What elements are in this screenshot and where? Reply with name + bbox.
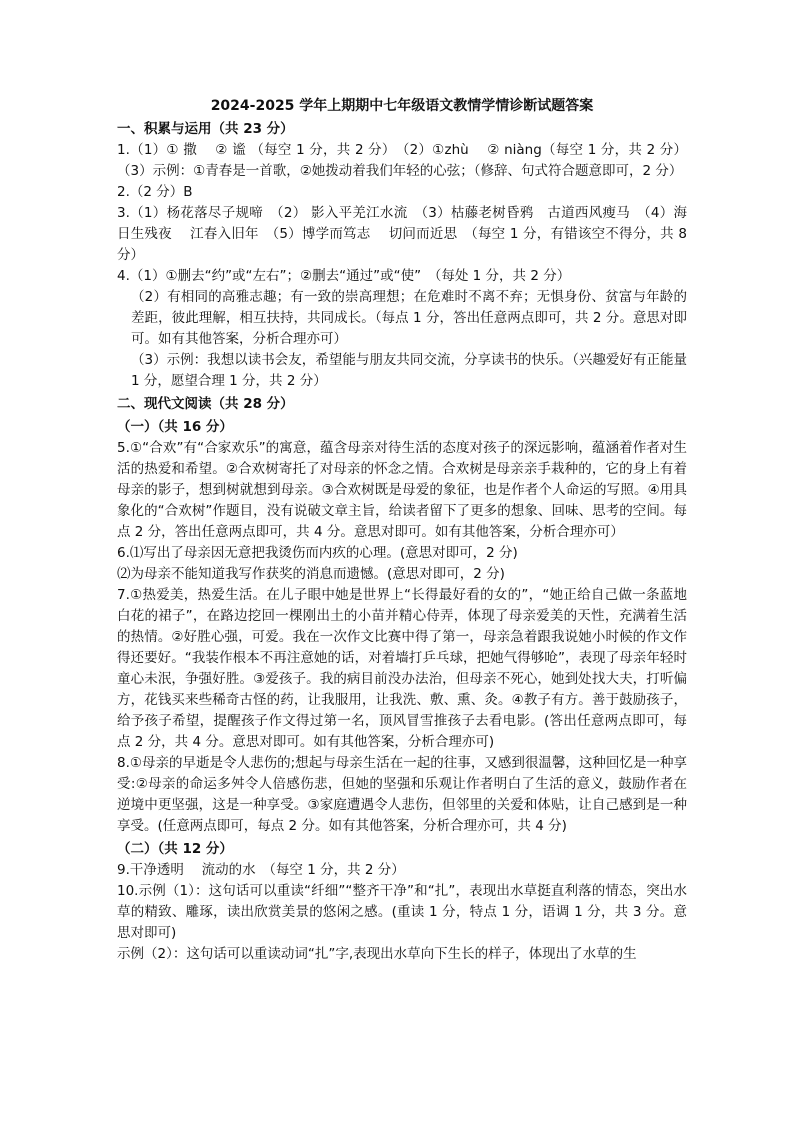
answer-paragraph: （3）示例：我想以读书会友，希望能与朋友共同交流，分享读书的快乐。（兴趣爱好有正能量 1 分，愿望合理 1 分，共 2 分） (131, 352, 687, 389)
answer-paragraph: 7.①热爱美，热爱生活。在儿子眼中她是世界上“长得最好看的女的”，“她正给自己做一条蓝地白花的裙子”，在路边挖回一棵刚出土的小苗并精心侍弄，体现了母亲爱美的天性，充满着生活的热情。②好胜心强，可爱。我在一次作文比赛中得了第一，母亲急着跟我说她小时候的作文作得还要好。“我装作根本不再注意她的话，对着墙打乒乓球，把她气得够呛”，表现了母亲年轻时童心未泯，争强好胜。③爱孩子。我的病目前没办法治，但母亲不死心，她到处找大夫，打听偏方，花钱买来些稀奇古怪的药，让我服用，让我洗、敷、熏、灸。④教子有方。善于鼓励孩子，给予孩子希望，提醒孩子作文得过第一名，顶风冒雪推孩子去看电影。(答出任意两点即可，每点 2 分，共 4 分。意思对即可。如有其他答案，分析合理亦可) (117, 587, 687, 750)
answer-document (117, 96, 687, 965)
answer-paragraph: 9.干净透明 流动的水 （每空 1 分，共 2 分） (117, 862, 405, 878)
answer-paragraph: 6.⑴写出了母亲因无意把我烫伤而内疚的心理。(意思对即可，2 分) (117, 545, 518, 561)
answer-paragraph: ⑵为母亲不能知道我写作获奖的消息而遗憾。(意思对即可，2 分) (117, 566, 505, 582)
answer-paragraph: 10.示例（1）：这句话可以重读“纤细”“整齐干净”和“扎”，表现出水草挺直利落的情态，突出水草的精致、雕琢，读出欣赏美景的悠闲之感。(重读 1 分，特点 1 分，语调 1 分，共 3 分。意思对即可) (117, 883, 687, 941)
section-heading: 二、现代文阅读（共 28 分） (117, 396, 294, 412)
document-title: 2024-2025 学年上期期中七年级语文教情学情诊断试题答案 (210, 98, 594, 114)
answer-paragraph: 3.（1）杨花落尽子规啼 （2） 影入平羌江水流 （3）枯藤老树昏鸦 古道西风瘦马 （4）海日生残夜 江春入旧年 （5）博学而笃志 切问而近思 （每空 1 分，有错该空不得分，共 8 分） (117, 205, 687, 263)
answer-paragraph: 2.（2 分）B (117, 184, 193, 200)
answer-paragraph: 示例（2）：这句话可以重读动词“扎”字,表现出水草向下生长的样子，体现出了水草的生 (117, 946, 637, 962)
subsection-heading: （一）（共 16 分） (117, 419, 233, 435)
answer-paragraph: 8.①母亲的早逝是令人悲伤的;想起与母亲生活在一起的往事，又感到很温馨，这种回忆是一种享受:②母亲的命运多舛令人倍感伤悲，但她的坚强和乐观让作者明白了生活的意义，鼓励作者在逆境中更坚强，这是一种享受。③家庭遭遇令人悲伤，但邻里的关爱和体贴，让自己感到是一种享受。(任意两点即可，每点 2 分。如有其他答案，分析合理亦可，共 4 分) (117, 755, 687, 834)
answer-paragraph: 5.①“合欢”有“合家欢乐”的寓意，蕴含母亲对待生活的态度对孩子的深远影响，蕴涵着作者对生活的热爱和希望。②合欢树寄托了对母亲的怀念之情。合欢树是母亲亲手栽种的，它的身上有着母亲的影子，想到树就想到母亲。③合欢树既是母爱的象征，也是作者个人命运的写照。④用具象化的“合欢树”作题目，没有说破文章主旨，给读者留下了更多的想象、回味、思考的空间。每点 2 分，答出任意两点即可，共 4 分。意思对即可。如有其他答案，分析合理亦可） (117, 440, 687, 540)
answer-paragraph: 4.（1）①删去“约”或“左右”；②删去“通过”或“使” （每处 1 分，共 2 分） (117, 268, 571, 284)
subsection-heading: （二）（共 12 分） (117, 841, 233, 857)
section-heading: 一、积累与运用（共 23 分） (117, 121, 294, 137)
answer-paragraph: （2）有相同的高雅志趣；有一致的崇高理想；在危难时不离不弃；无惧身份、贫富与年龄的差距，彼此理解，相互扶持，共同成长。（每点 1 分，答出任意两点即可，共 2 分。意思对即可。如有其他答案，分析合理亦可） (131, 289, 687, 347)
answer-paragraph: 1.（1）① 撒 ② 谧 （每空 1 分，共 2 分） （2）①zhù ② niàng（每空 1 分，共 2 分）（3）示例：①青春是一首歌，②她拨动着我们年轻的心弦；（修辞、句式符合题意即可，2 分） (117, 142, 687, 179)
